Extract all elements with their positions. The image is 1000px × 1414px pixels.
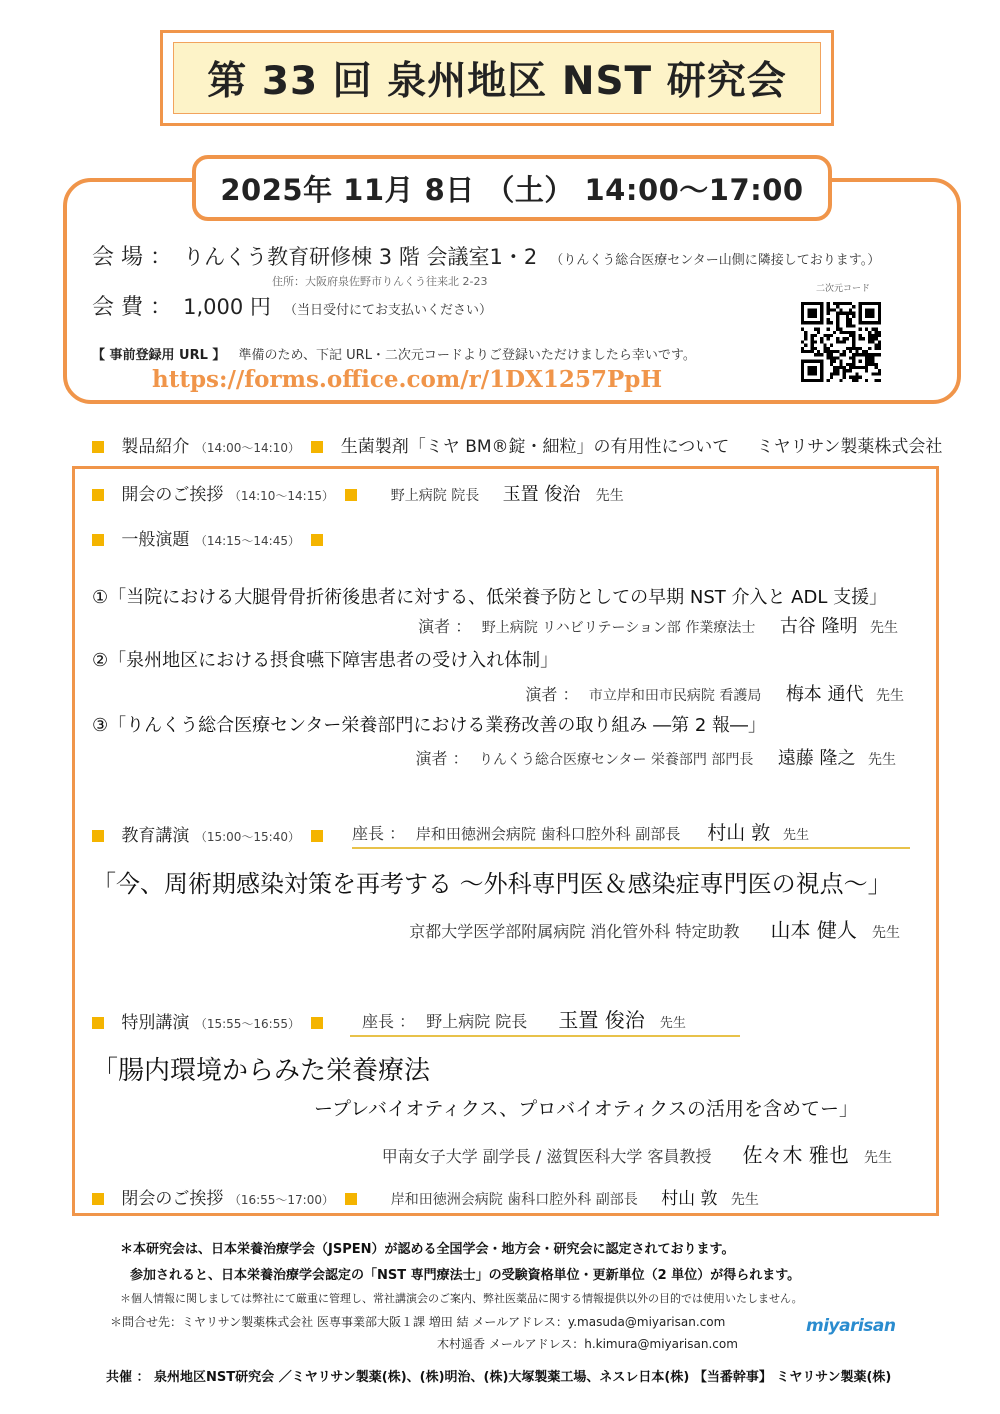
talk-3-title: ③「りんくう総合医療センター栄養部門における業務改善の取り組み ―第 2 報―」: [92, 715, 767, 736]
special-title-line1: 「腸内環境からみた栄養療法: [92, 1056, 431, 1086]
product-intro-text: 生菌製剤「ミヤ BM®錠・細粒」の有用性について: [340, 437, 730, 457]
talk-2-honorific: 先生: [876, 688, 904, 704]
closing-label: 閉会のご挨拶: [121, 1189, 224, 1209]
cohost-line: 共催 ： 泉州地区NST研究会 ／ミヤリサン製薬(株)、(株)明治、(株)大塚製薬工場、ネスレ日本(株) 【当番幹事】 ミヤリサン製薬(株): [106, 1370, 892, 1385]
talk-2-affiliation: 市立岸和田市民病院 看護局: [588, 688, 762, 704]
registration-text: 準備のため、下記 URL・二次元コードよりご登録いただけましたら幸いです。: [238, 348, 696, 363]
special-chair: [350, 1004, 740, 1037]
talk-2-name: 梅本 通代: [785, 684, 864, 705]
education-speaker-honorific: 先生: [872, 925, 900, 941]
special-title-line2: ープレバイオティクス、プロバイオティクスの活用を含めてー」: [314, 1098, 858, 1120]
venue-value: りんくう教育研修棟 3 階 会議室1・2: [183, 245, 538, 269]
talk-1-title: ①「当院における大腿骨骨折術後患者に対する、低栄養予防としての早期 NST 介入と ADL 支援」: [92, 587, 888, 608]
opening-row: [92, 480, 624, 506]
page-title: 第 33 回 泉州地区 NST 研究会: [207, 59, 787, 104]
special-chair-affiliation: 野上病院 院長: [426, 1012, 528, 1031]
bullet-square-icon: [92, 830, 104, 842]
venue-row: [92, 240, 880, 271]
product-intro-time: （14:00～14:10）: [194, 441, 300, 455]
closing-affiliation: 岸和田徳洲会病院 歯科口腔外科 副部長: [390, 1192, 638, 1208]
talk-3-honorific: 先生: [868, 752, 896, 768]
general-time: （14:15～14:45）: [194, 534, 300, 548]
closing-row: [92, 1184, 759, 1209]
title-banner-inner: [173, 42, 821, 114]
education-time: （15:00～15:40）: [194, 830, 300, 844]
bullet-square-icon: [311, 441, 323, 453]
talk-2-presenter-label: 演者 ：: [525, 685, 579, 704]
closing-honorific: 先生: [730, 1192, 759, 1208]
opening-label: 開会のご挨拶: [121, 485, 224, 505]
opening-affiliation: 野上病院 院長: [390, 488, 480, 504]
miyarisan-logo: miyarisan: [806, 1316, 896, 1336]
fee-row: [92, 290, 492, 321]
talk-1-presenter-label: 演者 ：: [418, 617, 472, 636]
date-tab: [192, 155, 832, 221]
product-intro-company: ミヤリサン製薬株式会社: [756, 437, 943, 457]
title-banner: [160, 30, 834, 126]
education-chair: [352, 818, 910, 849]
bullet-square-icon: [92, 1193, 104, 1205]
bullet-square-icon: [92, 1017, 104, 1029]
education-title: 「今、周術期感染対策を再考する ～外科専門医＆感染症専門医の視点～」: [92, 870, 892, 898]
venue-address: 住所：大阪府泉佐野市りんくう往来北 2-23: [272, 275, 488, 288]
general-label: 一般演題: [121, 530, 190, 550]
education-chair-affiliation: 岸和田徳洲会病院 歯科口腔外科 副部長: [415, 825, 681, 843]
talk-1-affiliation: 野上病院 リハビリテーション部 作業療法士: [481, 620, 756, 636]
registration-url-link[interactable]: https://forms.office.com/r/1DX1257PpH: [152, 366, 663, 393]
cert-note-2: 参加されると、日本栄養治療学会認定の「NST 専門療法士」の受験資格単位・更新単位（2 単位）が得られます。: [130, 1268, 801, 1283]
special-speaker-honorific: 先生: [864, 1150, 892, 1166]
education-speaker-name: 山本 健人: [770, 918, 857, 942]
fee-note: （当日受付にてお支払いください）: [283, 303, 492, 318]
qr-code-icon[interactable]: [801, 302, 881, 382]
special-chair-honorific: 先生: [659, 1016, 686, 1031]
venue-label: 会 場 ：: [92, 245, 172, 270]
registration-url-wrap: [152, 366, 662, 393]
bullet-square-icon: [92, 489, 104, 501]
product-intro-label: 製品紹介: [121, 437, 190, 457]
product-intro-row: [92, 432, 942, 457]
education-label: 教育講演: [121, 826, 190, 846]
talk-3-affiliation: りんくう総合医療センター 栄養部門 部門長: [479, 752, 754, 768]
special-speaker-name: 佐々木 雅也: [742, 1143, 849, 1167]
privacy-note: ＊個人情報に関しましては弊社にて厳重に管理し、常社講演会のご案内、弊社医薬品に関する情報提供以外の目的では使用いたしません。: [120, 1292, 803, 1305]
fee-label: 会 費 ：: [92, 295, 172, 320]
qr-label: 二次元コード: [816, 284, 871, 294]
talk-1-honorific: 先生: [870, 620, 898, 636]
bullet-square-icon: [345, 1193, 357, 1205]
education-chair-label: 座長 ：: [352, 824, 406, 843]
special-label: 特別講演: [121, 1013, 190, 1033]
education-chair-honorific: 先生: [783, 828, 810, 843]
talk-1-speaker: [418, 612, 898, 638]
registration-label: 【 事前登録用 URL 】: [92, 348, 226, 363]
closing-name: 村山 敦: [661, 1189, 718, 1209]
general-row: [92, 525, 323, 550]
special-time: （15:55～16:55）: [194, 1017, 300, 1031]
opening-honorific: 先生: [595, 488, 624, 504]
special-chair-name: 玉置 俊治: [558, 1008, 645, 1032]
bullet-square-icon: [311, 534, 323, 546]
bullet-square-icon: [311, 1017, 323, 1029]
registration-row: [92, 344, 696, 363]
opening-time: （14:10～14:15）: [228, 489, 334, 503]
opening-name: 玉置 俊治: [502, 484, 581, 505]
talk-1-name: 古谷 隆明: [779, 616, 858, 637]
education-speaker-affiliation: 京都大学医学部附属病院 消化管外科 特定助教: [409, 922, 740, 941]
education-speaker: [409, 914, 900, 943]
special-row: [92, 1008, 323, 1033]
event-date: 2025年 11月 8日 （土） 14:00～17:00: [220, 172, 804, 207]
contact-2: 木村遥香 メールアドレス：h.kimura@miyarisan.com: [437, 1337, 738, 1351]
contact-1: ＊問合せ先：ミヤリサン製薬株式会社 医専事業部大阪１課 増田 結 メールアドレス：y.masuda@miyarisan.com: [110, 1315, 726, 1329]
bullet-square-icon: [311, 830, 323, 842]
talk-2-speaker: [525, 680, 904, 706]
education-row: [92, 821, 323, 846]
special-speaker: [382, 1139, 892, 1168]
closing-time: （16:55～17:00）: [228, 1193, 334, 1207]
talk-3-presenter-label: 演者 ：: [415, 749, 469, 768]
bullet-square-icon: [345, 489, 357, 501]
talk-3-name: 遠藤 隆之: [777, 748, 856, 769]
cert-note-1: ＊本研究会は、日本栄養治療学会（JSPEN）が認める全国学会・地方会・研究会に認定されております。: [120, 1242, 735, 1257]
fee-value: 1,000 円: [183, 295, 271, 319]
talk-3-speaker: [415, 744, 896, 770]
bullet-square-icon: [92, 534, 104, 546]
bullet-square-icon: [92, 441, 104, 453]
education-chair-name: 村山 敦: [707, 822, 771, 844]
talk-2-title: ②「泉州地区における摂食嚥下障害患者の受け入れ体制」: [92, 650, 559, 671]
venue-note: （りんくう総合医療センター山側に隣接しております。）: [550, 253, 881, 268]
special-speaker-affiliation: 甲南女子大学 副学長 / 滋賀医科大学 客員教授: [381, 1147, 712, 1166]
special-chair-label: 座長 ：: [362, 1012, 416, 1031]
